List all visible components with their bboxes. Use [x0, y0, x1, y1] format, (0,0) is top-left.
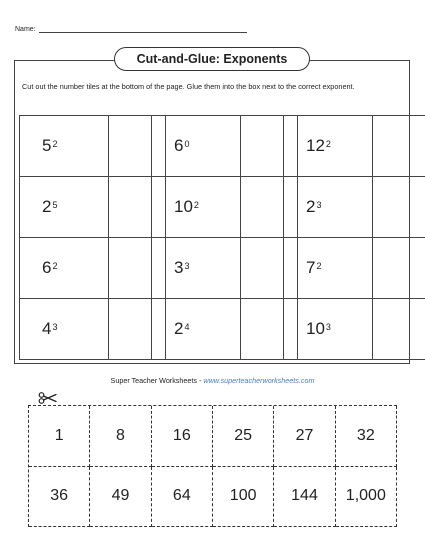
exponent: 2 [316, 261, 322, 271]
number-tile[interactable]: 64 [152, 467, 213, 528]
number-tile[interactable]: 32 [336, 406, 397, 467]
base: 10 [174, 197, 193, 216]
table-row [284, 299, 425, 360]
exponent: 2 [52, 139, 58, 149]
number-tile[interactable]: 1 [29, 406, 90, 467]
number-tile[interactable]: 27 [274, 406, 335, 467]
base: 6 [42, 258, 52, 277]
base: 10 [306, 319, 325, 338]
answer-box[interactable] [373, 116, 425, 177]
exponent-expression [284, 238, 373, 299]
number-tile[interactable]: 144 [274, 467, 335, 528]
exponent-expression [284, 299, 373, 360]
number-tile[interactable]: 16 [152, 406, 213, 467]
footer-credit-text: Super Teacher Worksheets - [110, 376, 204, 385]
base: 12 [306, 136, 325, 155]
exponent-expression [284, 177, 373, 238]
exponent-table-2 [151, 115, 298, 360]
exponent: 0 [184, 139, 190, 149]
name-label: Name: [15, 26, 36, 33]
exponent: 5 [52, 200, 58, 210]
exponent-table-3 [283, 115, 425, 360]
base: 7 [306, 258, 316, 277]
base: 5 [42, 136, 52, 155]
exponent: 3 [52, 322, 58, 332]
exponent-expression [20, 116, 109, 177]
instructions: Cut out the number tiles at the bottom of the page. Glue them into the box next to the correct exponent. [22, 82, 355, 91]
table-row [284, 177, 425, 238]
worksheet-title: Cut-and-Glue: Exponents [114, 47, 310, 71]
footer-credit [0, 376, 425, 385]
number-tile[interactable]: 100 [213, 467, 274, 528]
table-row [20, 299, 166, 360]
table-row [284, 238, 425, 299]
exponent: 4 [184, 322, 190, 332]
table-row [152, 177, 298, 238]
answer-box[interactable] [373, 299, 425, 360]
exponent-expression [152, 299, 241, 360]
footer-url-link[interactable]: www.superteacherworksheets.com [203, 376, 315, 385]
exponent-expression [152, 238, 241, 299]
number-tile[interactable]: 49 [90, 467, 151, 528]
exponent-expression [152, 177, 241, 238]
base: 4 [42, 319, 52, 338]
answer-box[interactable] [373, 238, 425, 299]
base: 3 [174, 258, 184, 277]
table-row [284, 116, 425, 177]
name-field[interactable] [15, 24, 247, 33]
number-tile[interactable]: 36 [29, 467, 90, 528]
exponent-expression [20, 177, 109, 238]
table-row [20, 116, 166, 177]
number-tile[interactable]: 1,000 [336, 467, 397, 528]
exponent: 2 [193, 200, 199, 210]
table-row [20, 238, 166, 299]
exponent-expression [152, 116, 241, 177]
name-line[interactable] [39, 24, 247, 33]
base: 6 [174, 136, 184, 155]
base: 2 [306, 197, 316, 216]
exponent: 3 [325, 322, 331, 332]
table-row [152, 116, 298, 177]
base: 2 [174, 319, 184, 338]
exponent-expression [20, 238, 109, 299]
number-tiles [28, 405, 397, 527]
exponent: 3 [184, 261, 190, 271]
exponent: 2 [325, 139, 331, 149]
table-row [152, 299, 298, 360]
table-row [20, 177, 166, 238]
answer-box[interactable] [373, 177, 425, 238]
table-row [152, 238, 298, 299]
exponent: 3 [316, 200, 322, 210]
number-tile[interactable]: 25 [213, 406, 274, 467]
number-tile[interactable]: 8 [90, 406, 151, 467]
exponent-table-1 [19, 115, 166, 360]
exponent: 2 [52, 261, 58, 271]
scissors-icon [38, 392, 58, 404]
exponent-expression [284, 116, 373, 177]
base: 2 [42, 197, 52, 216]
exponent-expression [20, 299, 109, 360]
